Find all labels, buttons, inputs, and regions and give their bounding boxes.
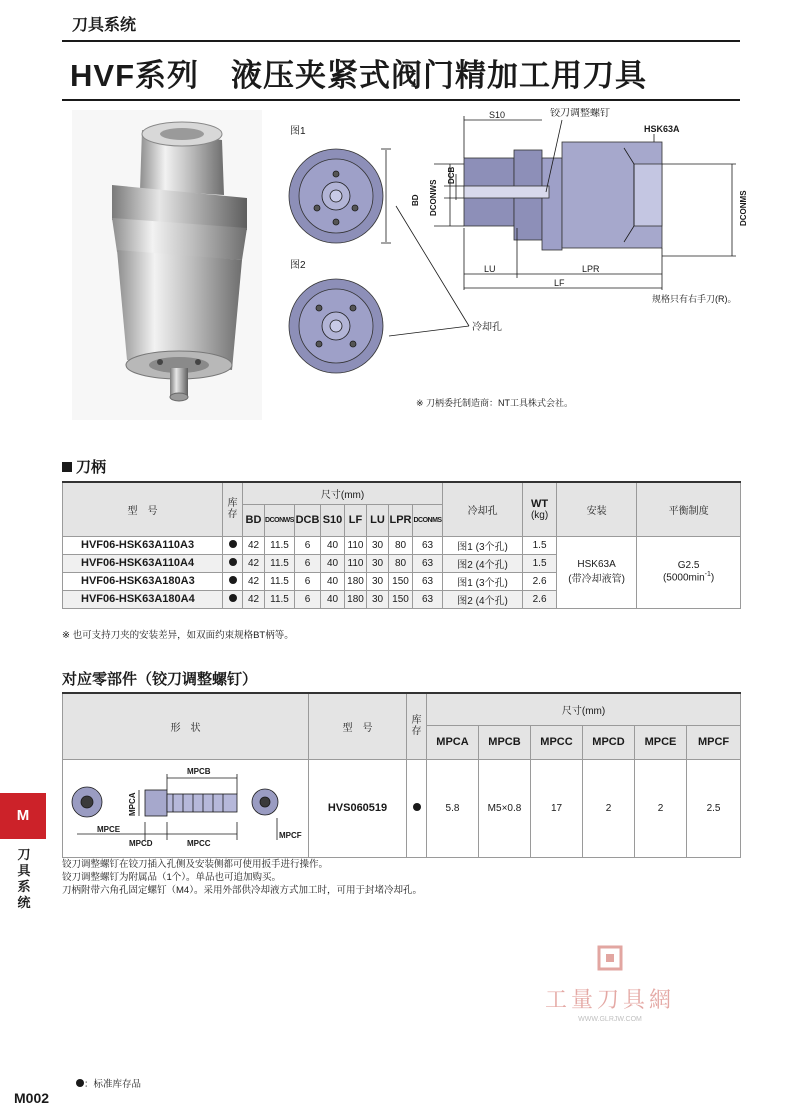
- shank-note: ※ 也可支持刀夹的安装差异，如双面约束规格BT柄等。: [62, 630, 294, 641]
- col-coolant: 冷却孔: [443, 482, 523, 536]
- col-part-dims: 尺寸(mm): [427, 693, 741, 725]
- mpcf-label: MPCF: [279, 830, 302, 840]
- col-lf: LF: [345, 504, 367, 536]
- col-dcb: DCB: [295, 504, 321, 536]
- maker-note: ※ 刀柄委托制造商：NT工具株式会社。: [416, 398, 574, 408]
- col-dconws: DCONWS: [265, 504, 295, 536]
- side-label: 刀具系统: [17, 847, 31, 910]
- shank-table: [62, 481, 741, 609]
- title-rule: [62, 99, 740, 101]
- stock-dot-icon: [76, 1079, 84, 1087]
- right-hand-note: 规格只有右手刀(R)。: [652, 294, 737, 304]
- screw-label: 铰刀调整螺钉: [550, 108, 610, 119]
- mpcb-label: MPCB: [187, 766, 211, 776]
- stock-dot-icon: [229, 594, 237, 602]
- bd-dim-label: BD: [411, 194, 420, 206]
- col-dconms: DCONMS: [413, 504, 443, 536]
- lpr-dim-label: LPR: [582, 264, 600, 274]
- table-row: HVF06-HSK63A110A4 42 11.5 6 40 110 30 80 63 图2 (4个孔) 1.5: [63, 554, 741, 572]
- col-stock: 库存: [223, 482, 243, 536]
- category-label: 刀具系统: [72, 17, 137, 34]
- col-lu: LU: [367, 504, 389, 536]
- technical-drawing: [284, 108, 774, 418]
- screw-drawing-cell: [63, 759, 309, 857]
- col-mpcc: MPCC: [531, 725, 583, 759]
- col-wt: WT (kg): [523, 482, 557, 536]
- fig2-label: 图2: [290, 260, 306, 271]
- top-rule: [62, 40, 740, 42]
- stock-dot-icon: [229, 540, 237, 548]
- title-series: HVF系列: [70, 58, 199, 93]
- table-row: HVF06-HSK63A180A4 42 11.5 6 40 180 30 150 63 图2 (4个孔) 2.6: [63, 590, 741, 608]
- shank-section-title: 刀柄: [62, 456, 106, 477]
- parts-note-2: 铰刀调整螺钉为附属品（1个）。单品也可追加购买。: [62, 872, 282, 883]
- fig1-label: 图1: [290, 126, 306, 137]
- col-mpca: MPCA: [427, 725, 479, 759]
- col-dims: 尺寸(mm): [243, 482, 443, 504]
- product-photo: [72, 110, 262, 420]
- page-number: M002: [14, 1090, 50, 1106]
- balance-cell: G2.5 $(5000\min^{-1})$: [637, 536, 741, 608]
- side-tab: M: [0, 793, 46, 839]
- watermark: [540, 944, 680, 1024]
- dconms-dim-label: DCONMS: [739, 190, 748, 226]
- mpcc-label: MPCC: [187, 838, 211, 848]
- s10-dim-label: S10: [489, 110, 506, 120]
- parts-note-1: 铰刀调整螺钉在铰刀插入孔侧及安装侧都可使用扳手进行操作。: [62, 859, 329, 870]
- mount-cell: HSK63A (带冷却液管): [557, 536, 637, 608]
- parts-notes: [62, 858, 422, 897]
- col-mpcf: MPCF: [687, 725, 741, 759]
- table-row: HVF06-HSK63A110A3 42 11.5 6 40 110 30 80 63 图1 (3个孔) 1.5 HSK63A (带冷却液管) G2.5 $(5000\min^{-1})$: [63, 536, 741, 554]
- parts-note-3: 刀柄附带六角孔固定螺钉（M4）。采用外部供冷却液方式加工时，可用于封堵冷却孔。: [62, 885, 422, 896]
- table-row: MPCB MPCA MPCE MPCD MPCC MPCF HVS060519 5.8 M5×0.8 17 2 2 2.5: [63, 759, 741, 857]
- parts-section-title: 对应零部件（铰刀调整螺钉）: [62, 671, 258, 688]
- square-bullet-icon: [62, 462, 72, 472]
- dconws-dim-label: DCONWS: [429, 179, 438, 216]
- col-part-stock: 库存: [407, 693, 427, 759]
- watermark-logo-icon: [596, 944, 624, 972]
- col-part-model: 型 号: [309, 693, 407, 759]
- mpcd-label: MPCD: [129, 838, 153, 848]
- table-row: HVF06-HSK63A180A3 42 11.5 6 40 180 30 150 63 图1 (3个孔) 2.6: [63, 572, 741, 590]
- watermark-url: WWW.GLRJW.COM: [578, 1016, 642, 1023]
- screw-drawing: [63, 760, 309, 854]
- shank-label: HSK63A: [644, 124, 680, 134]
- col-mpcd: MPCD: [583, 725, 635, 759]
- part-model: HVS060519: [309, 759, 407, 857]
- watermark-text: 工量刀具網: [544, 988, 675, 1013]
- col-balance: 平衡制度: [637, 482, 741, 536]
- coolant-hole-label: 冷却孔: [472, 322, 502, 333]
- col-bd: BD: [243, 504, 265, 536]
- stock-dot-icon: [413, 803, 421, 811]
- mpca-label: MPCA: [128, 791, 137, 816]
- col-lpr: LPR: [389, 504, 413, 536]
- col-model: 型 号: [63, 482, 223, 536]
- stock-dot-icon: [229, 558, 237, 566]
- dcb-dim-label: DCB: [447, 166, 456, 184]
- stock-legend: ：标准库存品: [76, 1076, 141, 1090]
- col-mpcb: MPCB: [479, 725, 531, 759]
- stock-dot-icon: [229, 576, 237, 584]
- col-s10: S10: [321, 504, 345, 536]
- col-mpce: MPCE: [635, 725, 687, 759]
- col-mount: 安装: [557, 482, 637, 536]
- page-title: [70, 50, 647, 95]
- col-shape: 形 状: [63, 693, 309, 759]
- lu-dim-label: LU: [484, 264, 496, 274]
- mpce-label: MPCE: [97, 824, 121, 834]
- lf-dim-label: LF: [554, 278, 565, 288]
- title-name: 液压夹紧式阀门精加工用刀具: [231, 58, 647, 93]
- parts-table: [62, 692, 741, 858]
